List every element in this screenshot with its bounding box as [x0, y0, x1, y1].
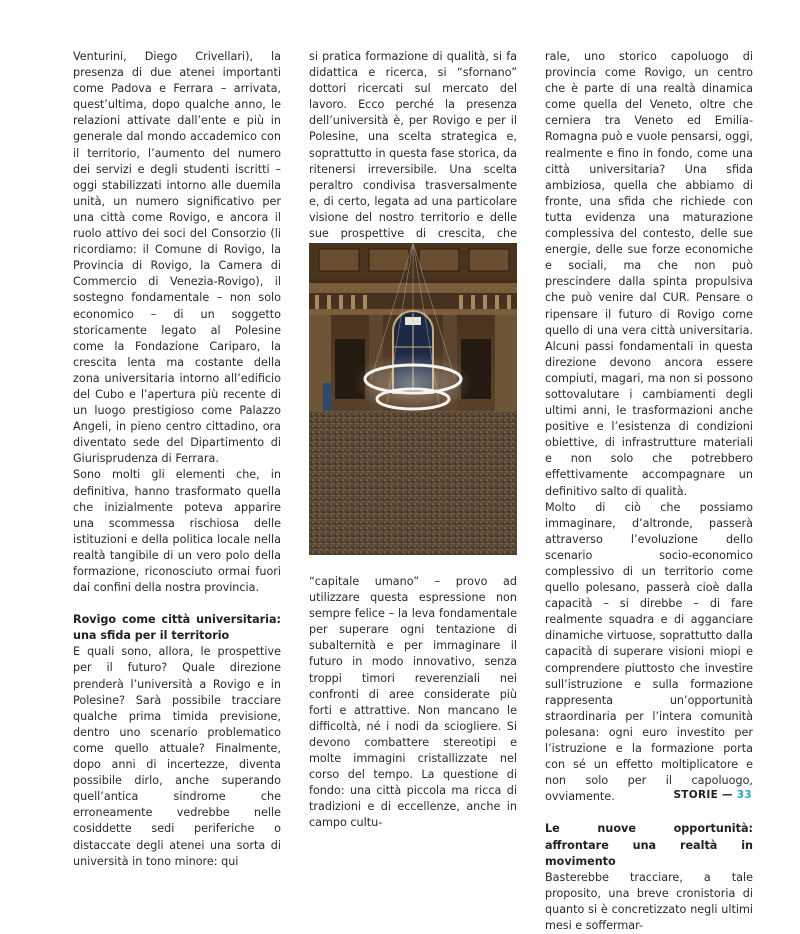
- paragraph: E quali sono, allora, le prospettive per il futuro? Quale direzione prenderà l’università a Rovigo e in Polesine? Sarà possibile tracciare qualche prima timida previsione, dentro uno scenario problematico come quello attuale? Finalmente, dopo anni di incertezze, diventa possibile dirlo, anche superando quell’antica sindrome che erroneamente vedrebbe nelle cosiddette sedi periferiche o distaccate degli atenei una sorta di università in tono minore: qui: [73, 645, 281, 868]
- section-heading: Rovigo come città universitaria: una sfida per il territorio: [73, 613, 281, 643]
- paragraph: rale, uno storico capoluogo di provincia come Rovigo, un centro che è parte di una realtà dinamica come quella del Veneto, oltre che cerniera tra Veneto ed Emilia-Romagna può e vuole pensarsi, oggi, realmente e fino in fondo, come una città universitaria? Una sfida ambiziosa, quella che abbiamo di fronte, una sfida che richiede con tutta evidenza una maturazione complessiva del contesto, delle sue energie, delle sue forze economiche e sociali, ma che non può prescindere dalla spinta propulsiva che può venire dal CUR. Pensare o ripensare il futuro di Rovigo come quello di una vera città universitaria. Alcuni passi fondamentali in questa direzione devono ancora essere compiuti, magari, ma non si possono sottovalutare i cambiamenti degli ultimi anni, le trasformazioni anche positive e l’esistenza di condizioni obiettive, di infrastrutture materiali e non solo che potrebbero effettivamente accompagnare un definitivo salto di qualità.: [545, 50, 753, 498]
- text-column-2-top: [309, 49, 517, 274]
- paragraph: Molto di ciò che possiamo immaginare, d’altronde, passerà attraverso l’evoluzione dello scenario socio-economico complessivo di un territorio come quello polesano, passerà cioè dalla capacità – si direbbe – di fare realmente squadra e di agganciare dinamiche virtuose, soprattutto dalla capacità di superare visioni miopi e comprendere piuttosto che investire sull’istruzione e sulla formazione rappresenta un’opportunità straordinaria per l’intera comunità polesana: ogni euro investito per l’istruzione e la formazione porta con sé un effetto moltiplicatore e non solo per il capoluogo, ovviamente.: [545, 500, 753, 804]
- paragraph: Venturini, Diego Crivellari), la presenza di due atenei importanti come Padova e Ferrara – arrivata, quest’ultima, dopo qualche anno, le relazioni attivate dall’ente e più in generale dal mondo accademico con il territorio, l’aumento del numero dei servizi e degli studenti iscritti – oggi stabilizzati intorno alle duemila unità, un numero significativo per una città come Rovigo, e ancora il ruolo attivo dei soci del Consorzio (li ricordiamo: il Comune di Rovigo, la Provincia di Rovigo, la Camera di Commercio di Venezia-Rovigo), il sostegno fondamentale – non solo economico – di un soggetto storicamente legato al Polesine come la Fondazione Cariparo, la crescita lenta ma costante della zona universitaria intorno all’edificio del Cubo e l’apertura più recente di un luogo prestigioso come Palazzo Angeli, in pieno centro cittadino, ora diventato sede del Dipartimento di Giurisprudenza di Ferrara.: [73, 50, 281, 466]
- text-column-1: [73, 49, 281, 870]
- page-footer: [673, 789, 752, 801]
- page-number: 33: [736, 789, 752, 801]
- section-name: STORIE —: [673, 789, 733, 801]
- text-column-3: [545, 49, 753, 934]
- section-heading: Le nuove opportunità: affrontare una realtà in movimento: [545, 822, 753, 868]
- hall-chandelier-photo: [309, 243, 517, 555]
- paragraph: Basterebbe tracciare, a tale proposito, una breve cronistoria di quanto si è concretizzato negli ultimi mesi e soffermar-: [545, 870, 753, 932]
- text-column-2-bottom: [309, 574, 517, 832]
- paragraph: Sono molti gli elementi che, in definitiva, hanno trasformato quella che inizialmente poteva apparire una scommessa rischiosa delle istituzioni e della politica locale nella realtà tangibile di un vero polo della formazione, riconosciuto ormai fuori dai confini della nostra provincia.: [73, 468, 281, 595]
- paragraph: “capitale umano” – provo ad utilizzare questa espressione non sempre felice – la leva fondamentale per superare ogni tentazione di subalternità e per immaginare il futuro in modo innovativo, senza troppi timori reverenziali nei confronti di aree considerate più forti e attrattive. Non mancano le difficoltà, né i nodi da sciogliere. Si devono combattere stereotipi e molte immagini cristallizzate nel corso del tempo. La questione di fondo: una città piccola ma ricca di tradizioni e di eccellenze, anche in campo cultu-: [309, 575, 517, 830]
- paragraph: si pratica formazione di qualità, si fa didattica e ricerca, si “sfornano” dottori ricercati sul mercato del lavoro. Ecco perché la presenza dell’università è, per Rovigo e per il Polesine, una scelta strategica e, soprattutto in questa fase storica, da ritenersi irreversibile. Una scelta peraltro condivisa trasversalmente e, di certo, legata ad una particolare visione del nostro territorio e delle sue prospettive di crescita, che: [309, 50, 517, 241]
